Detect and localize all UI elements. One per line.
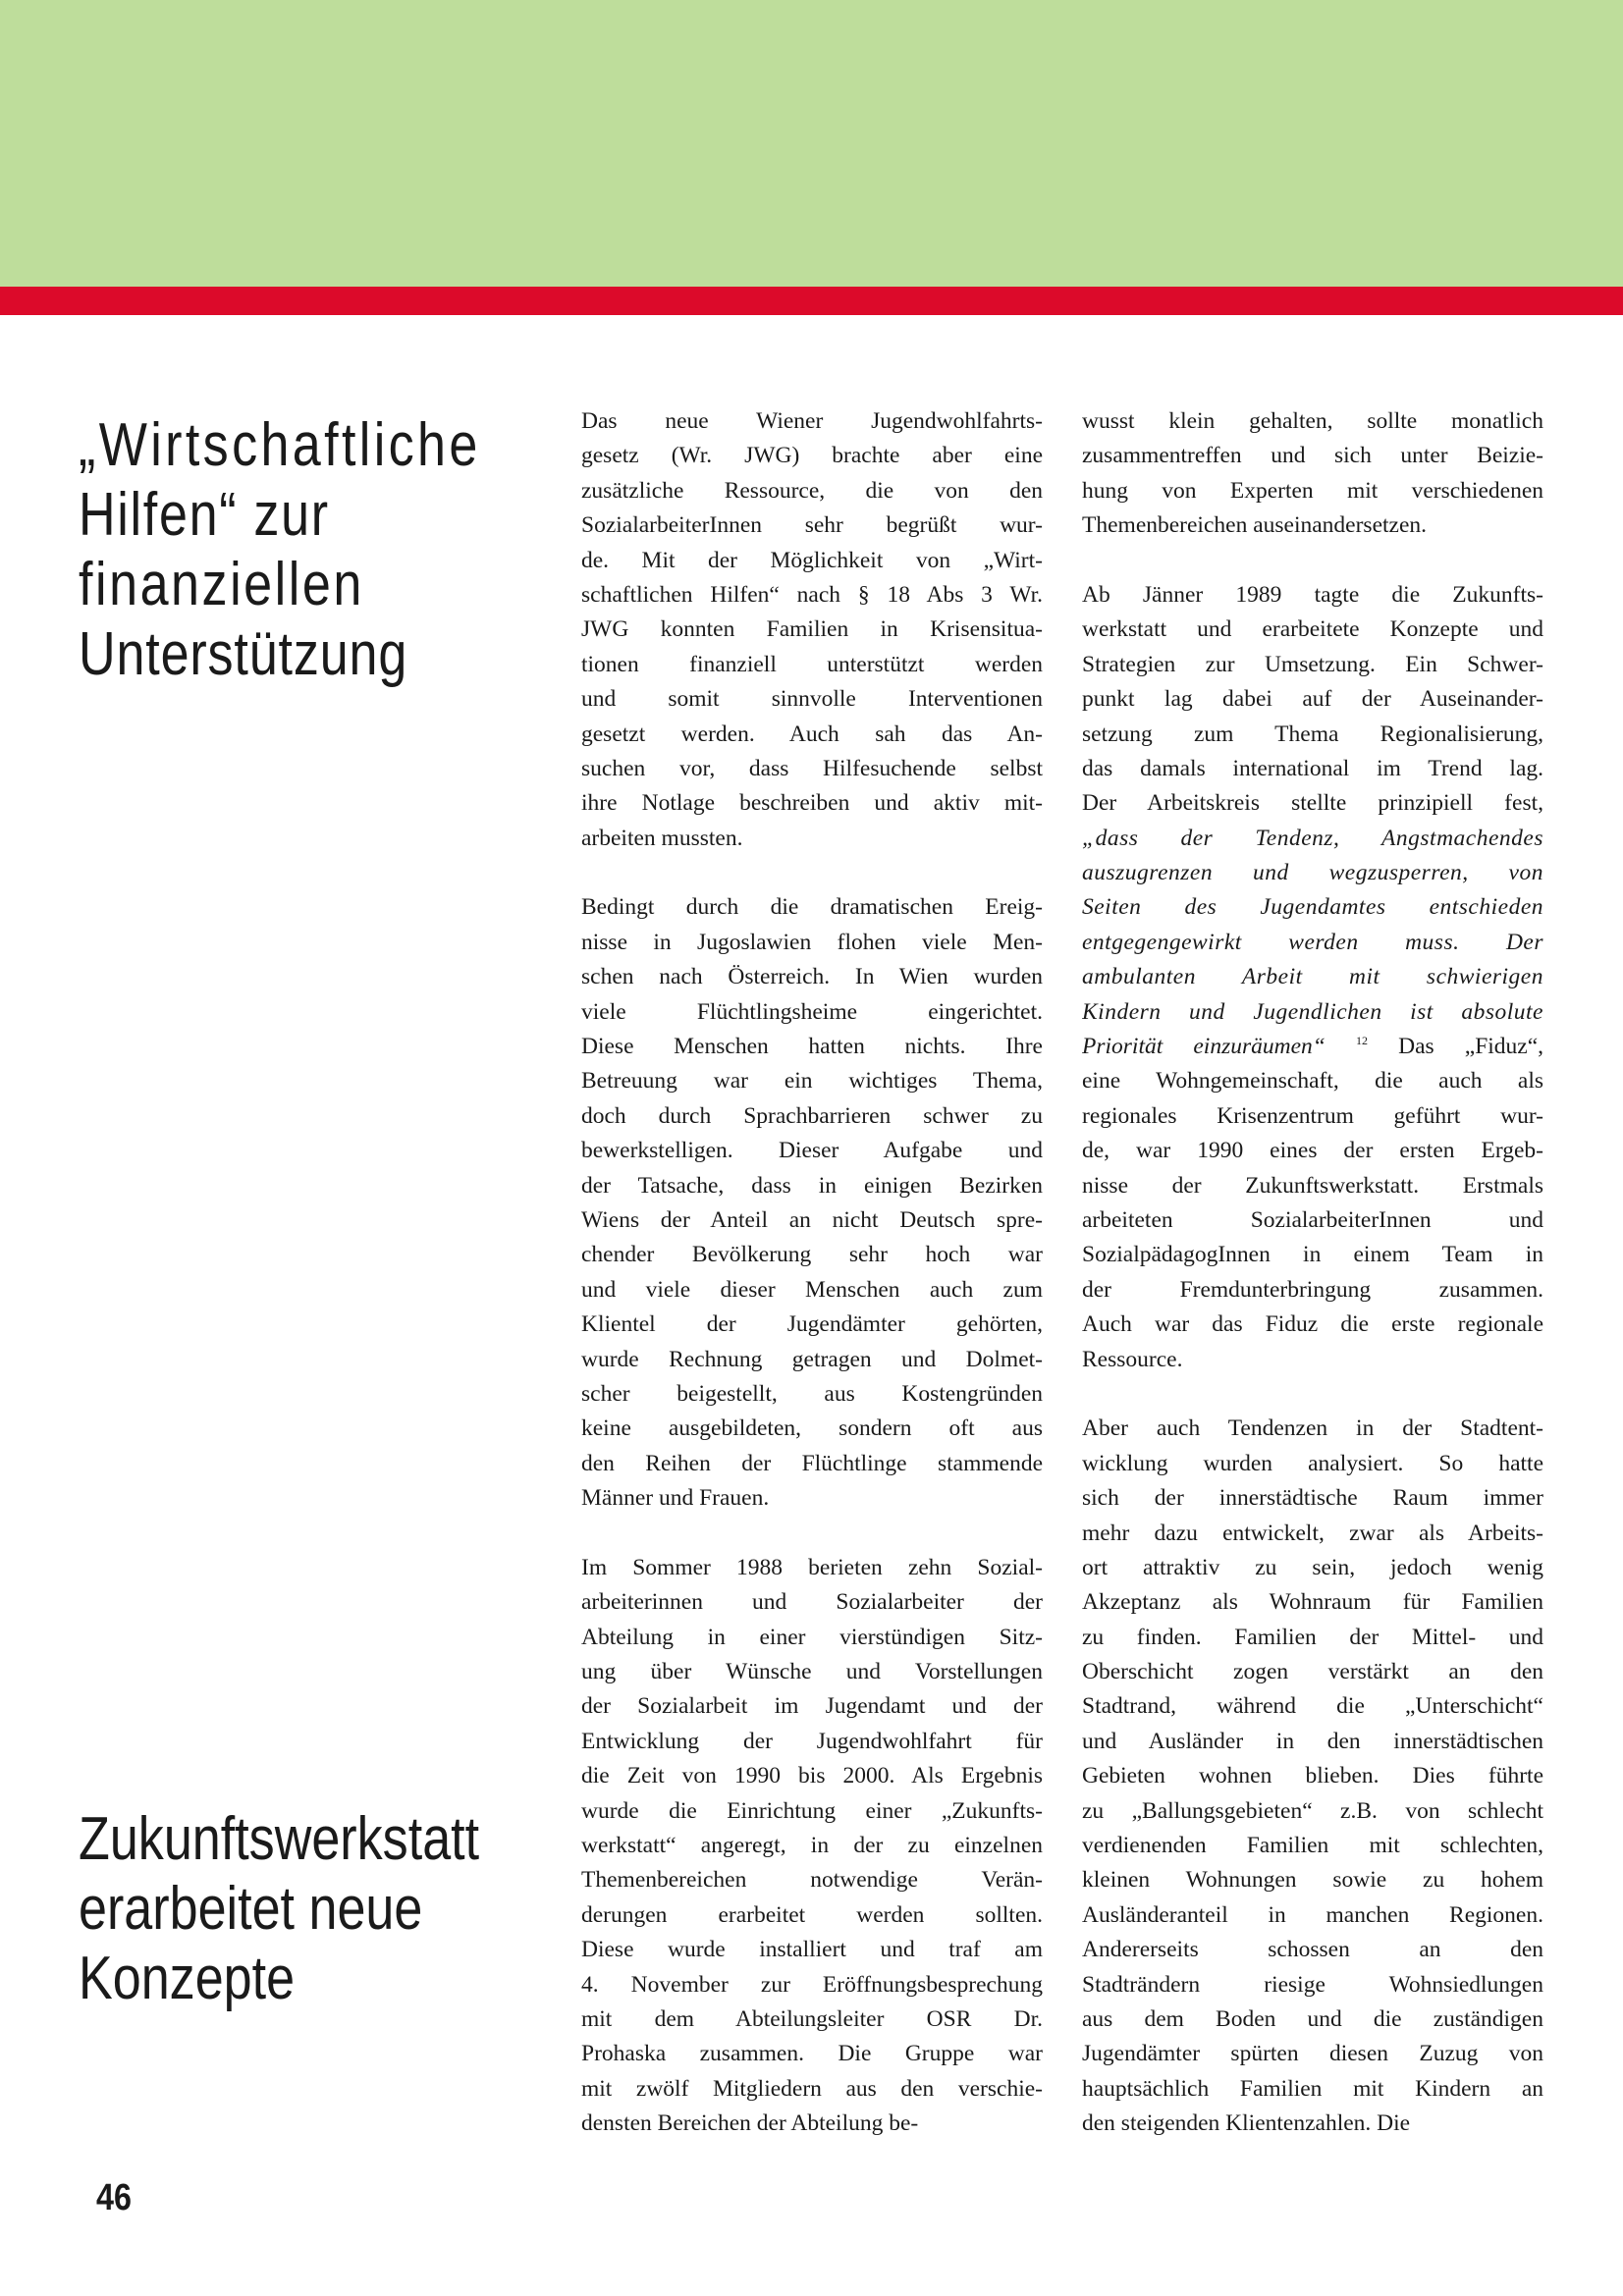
text-line: wicklung wurden analysiert. So hatte [1082, 1450, 1543, 1476]
text-line: Stadträndern riesige Wohnsiedlungen [1082, 1971, 1543, 1998]
text-line: Stadtrand, während die „Unterschicht“ [1082, 1693, 1543, 1720]
heading-wirtschaftliche-hilfen [79, 410, 481, 689]
text-line: Oberschicht zogen verstärkt an den [1082, 1659, 1543, 1685]
text-line: das damals international im Trend lag. [1082, 755, 1543, 781]
text-line: Wiens der Anteil an nicht Deutsch spre- [581, 1206, 1043, 1233]
text-line: SozialpädagogInnen in einem Team in [1082, 1242, 1543, 1268]
text-line: tionen finanziell unterstützt werden [581, 651, 1043, 677]
text-line: Entwicklung der Jugendwohlfahrt für [581, 1728, 1043, 1754]
text-line [1082, 1030, 1543, 1064]
text-line: Bedingt durch die dramatischen Ereig- [581, 894, 1043, 921]
text-line: mit zwölf Mitgliedern aus den verschie- [581, 2075, 1043, 2102]
inline-text: Das „Fiduz“, [1398, 1034, 1543, 1060]
text-line: verdienenden Familien mit schlechten, [1082, 1833, 1543, 1859]
text-line: regionales Krisenzentrum geführt wur- [1082, 1102, 1543, 1129]
text-line: 4. November zur Eröffnungsbesprechung [581, 1971, 1043, 1998]
text-line: derungen erarbeitet werden sollten. [581, 1901, 1043, 1928]
text-line: Im Sommer 1988 berieten zehn Sozial- [581, 1554, 1043, 1580]
text-line: Themenbereichen auseinandersetzen. [1082, 512, 1428, 539]
heading-line: „Wirtschaftliche [79, 411, 481, 479]
text-line: nisse in Jugoslawien flohen viele Men- [581, 929, 1043, 955]
text-line: densten Bereichen der Abteilung be- [581, 2110, 919, 2137]
text-line: den steigenden Klientenzahlen. Die [1082, 2110, 1411, 2137]
text-line: de, war 1990 eines der ersten Ergeb- [1082, 1138, 1543, 1164]
text-line: doch durch Sprachbarrieren schwer zu [581, 1102, 1043, 1129]
paragraph-gap [581, 1517, 1043, 1551]
text-line: zusammentreffen und sich unter Beizie- [1082, 443, 1543, 469]
text-line: Das neue Wiener Jugendwohlfahrts- [581, 408, 1043, 434]
text-line: zu „Ballungsgebieten“ z.B. von schlecht [1082, 1797, 1543, 1824]
body-column-middle [581, 404, 1043, 2142]
text-line: Aber auch Tendenzen in der Stadtent- [1082, 1415, 1543, 1442]
text-line: SozialarbeiterInnen sehr begrüßt wur- [581, 512, 1043, 539]
text-line: arbeiten mussten. [581, 825, 743, 851]
text-line: wurde Rechnung getragen und Dolmet- [581, 1346, 1043, 1372]
text-line: wusst klein gehalten, sollte monatlich [1082, 408, 1543, 434]
text-line: und viele dieser Menschen auch zum [581, 1276, 1043, 1303]
text-line: scher beigestellt, aus Kostengründen [581, 1380, 1043, 1407]
text-line: gesetzt werden. Auch sah das An- [581, 721, 1043, 747]
text-line: bewerkstelligen. Dieser Aufgabe und [581, 1138, 1043, 1164]
text-line: Der Arbeitskreis stellte prinzipiell fest, [1082, 790, 1543, 817]
text-line: punkt lag dabei auf der Auseinander- [1082, 686, 1543, 713]
text-line: der Tatsache, dass in einigen Bezirken [581, 1172, 1043, 1199]
text-line: Klientel der Jugendämter gehörten, [581, 1311, 1043, 1338]
text-line: „dass der Tendenz, Angstmachendes [1082, 825, 1543, 851]
text-line: Seiten des Jugendamtes entschieden [1082, 894, 1543, 921]
heading-line: finanziellen [79, 551, 364, 618]
text-line: und Ausländer in den innerstädtischen [1082, 1728, 1543, 1754]
text-line: chender Bevölkerung sehr hoch war [581, 1242, 1043, 1268]
text-line: Ausländeranteil in manchen Regionen. [1082, 1901, 1543, 1928]
text-line: Gebieten wohnen blieben. Dies führte [1082, 1763, 1543, 1789]
text-line: sich der innerstädtische Raum immer [1082, 1485, 1543, 1512]
text-line: Jugendämter spürten diesen Zuzug von [1082, 2041, 1543, 2067]
text-line: auszugrenzen und wegzusperren, von [1082, 860, 1543, 886]
text-line: Strategien zur Umsetzung. Ein Schwer- [1082, 651, 1543, 677]
text-line: Prohaska zusammen. Die Gruppe war [581, 2041, 1043, 2067]
paragraph-gap [581, 856, 1043, 890]
text-line: und somit sinnvolle Interventionen [581, 686, 1043, 713]
text-line: keine ausgebildeten, sondern oft aus [581, 1415, 1043, 1442]
text-line: nisse der Zukunftswerkstatt. Erstmals [1082, 1172, 1543, 1199]
text-line: arbeiteten SozialarbeiterInnen und [1082, 1206, 1543, 1233]
text-line: Abteilung in einer vierstündigen Sitz- [581, 1624, 1043, 1650]
text-line: der Sozialarbeit im Jugendamt und der [581, 1693, 1043, 1720]
heading-line: Konzepte [79, 1945, 296, 2012]
text-line: Kindern und Jugendlichen ist absolute [1082, 998, 1543, 1025]
heading-line: Hilfen“ zur [79, 481, 330, 549]
text-line: die Zeit von 1990 bis 2000. Als Ergebnis [581, 1763, 1043, 1789]
text-line: zusätzliche Ressource, die von den [581, 477, 1043, 504]
text-line: hung von Experten mit verschiedenen [1082, 477, 1543, 504]
text-line: Akzeptanz als Wohnraum für Familien [1082, 1589, 1543, 1616]
text-line: de. Mit der Möglichkeit von „Wirt- [581, 547, 1043, 573]
text-line: werkstatt“ angeregt, in der zu einzelnen [581, 1833, 1043, 1859]
text-line: ihre Notlage beschreiben und aktiv mit- [581, 790, 1043, 817]
quote-end: Priorität einzuräumen“ [1082, 1034, 1325, 1060]
text-line: Männer und Frauen. [581, 1485, 770, 1512]
paragraph-gap [1082, 1377, 1543, 1412]
text-line: mit dem Abteilungsleiter OSR Dr. [581, 2005, 1043, 2032]
red-stripe [0, 287, 1623, 315]
text-line: schen nach Österreich. In Wien wurden [581, 964, 1043, 990]
text-line: viele Flüchtlingsheime eingerichtet. [581, 998, 1043, 1025]
heading-zukunftswerkstatt [79, 1804, 480, 2013]
text-line: ambulanten Arbeit mit schwierigen [1082, 964, 1543, 990]
text-line: aus dem Boden und die zuständigen [1082, 2005, 1543, 2032]
text-line: Betreuung war ein wichtiges Thema, [581, 1068, 1043, 1095]
top-color-band [0, 0, 1623, 287]
text-line: Diese wurde installiert und traf am [581, 1937, 1043, 1963]
text-line: ort attraktiv zu sein, jedoch wenig [1082, 1554, 1543, 1580]
text-line: kleinen Wohnungen sowie zu hohem [1082, 1867, 1543, 1894]
text-line: eine Wohngemeinschaft, die auch als [1082, 1068, 1543, 1095]
body-column-right [1082, 404, 1543, 2142]
text-line: Ressource. [1082, 1346, 1183, 1372]
text-line: mehr dazu entwickelt, zwar als Arbeits- [1082, 1520, 1543, 1546]
text-line: schaftlichen Hilfen“ nach § 18 Abs 3 Wr. [581, 581, 1043, 608]
heading-line: Zukunftswerkstatt [79, 1805, 480, 1873]
heading-line: Unterstützung [79, 620, 408, 688]
text-line: setzung zum Thema Regionalisierung, [1082, 721, 1543, 747]
text-line: wurde die Einrichtung einer „Zukunfts- [581, 1797, 1043, 1824]
text-line: gesetz (Wr. JWG) brachte aber eine [581, 443, 1043, 469]
text-line: den Reihen der Flüchtlinge stammende [581, 1450, 1043, 1476]
heading-line: erarbeitet neue [79, 1875, 423, 1943]
text-line: entgegengewirkt werden muss. Der [1082, 929, 1543, 955]
text-line: suchen vor, dass Hilfesuchende selbst [581, 755, 1043, 781]
text-line: der Fremdunterbringung zusammen. [1082, 1276, 1543, 1303]
text-line: ung über Wünsche und Vorstellungen [581, 1659, 1043, 1685]
text-line: Themenbereichen notwendige Verän- [581, 1867, 1043, 1894]
text-line: arbeiterinnen und Sozialarbeiter der [581, 1589, 1043, 1616]
text-line: werkstatt und erarbeitete Konzepte und [1082, 616, 1543, 643]
footnote-ref: 12 [1355, 1034, 1368, 1048]
text-line: Auch war das Fiduz die erste regionale [1082, 1311, 1543, 1338]
page-number: 46 [96, 2177, 132, 2218]
paragraph-gap [1082, 544, 1543, 578]
text-line: Diese Menschen hatten nichts. Ihre [581, 1034, 1043, 1060]
text-line: Andererseits schossen an den [1082, 1937, 1543, 1963]
text-line: hauptsächlich Familien mit Kindern an [1082, 2075, 1543, 2102]
text-line: JWG konnten Familien in Krisensitua- [581, 616, 1043, 643]
text-line: Ab Jänner 1989 tagte die Zukunfts- [1082, 581, 1543, 608]
text-line: zu finden. Familien der Mittel- und [1082, 1624, 1543, 1650]
